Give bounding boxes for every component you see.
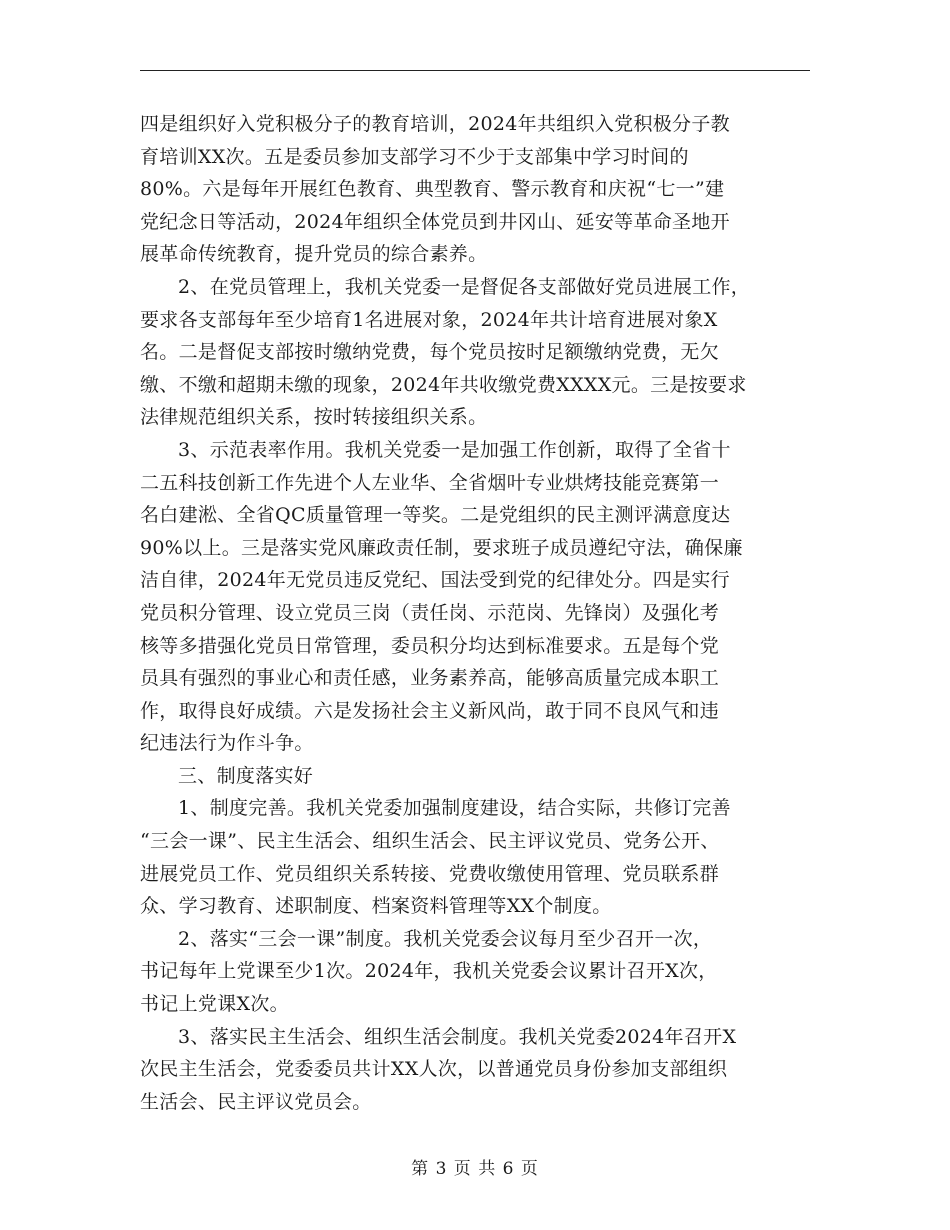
paragraph-party-activist-training: 四是组织好入党积极分子的教育培训，2024年共组织入党积极分子教 育培训XX次。五是委员参加支部学习不少于支部集中学习时间的 80%。六是每年开展红色教育、典型教育、警示教育和庆祝“七一”建 党纪念日等活动，2024年组织全体党员到井冈山、延安等革命圣地开 展革命传统教育，提升党员的综合素养。	[140, 113, 730, 266]
paragraph-three-meetings-one-lesson: 2、落实“三会一课”制度。我机关党委会议每月至少召开一次， 书记每年上党课至少1次。2024年，我机关党委会议累计召开X次， 书记上党课X次。	[140, 927, 718, 1016]
page-number-footer: 第 3 页 共 6 页	[411, 1159, 539, 1179]
section-heading-system-implementation: 三、制度落实好	[178, 764, 314, 787]
paragraph-member-management: 2、在党员管理上，我机关党委一是督促各支部做好党员进展工作， 要求各支部每年至少培育1名进展对象，2024年共计培育进展对象X 名。二是督促支部按时缴纳党费，每个党员按时足额缴纳党费，无欠 缴、不缴和超期未缴的现象，2024年共收缴党费XXXX元。三是按要求 法律规范组织关系，按时转接组织关系。	[140, 275, 751, 429]
document-body	[140, 108, 810, 1118]
header-divider	[140, 70, 810, 71]
paragraph-exemplary-role: 3、示范表率作用。我机关党委一是加强工作创新，取得了全省十 二五科技创新工作先进个人左业华、全省烟叶专业烘烤技能竞赛第一 名白建淞、全省QC质量管理一等奖。二是党组织的民主测评满意度达 90%以上。三是落实党风廉政责任制，要求班子成员遵纪守法，确保廉 洁自律，2024年无党员违反党纪、国法受到党的纪律处分。四是实行 党员积分管理、设立党员三岗（责任岗、示范岗、先锋岗）及强化考 核等多措强化党员日常管理，委员积分均达到标准要求。五是每个党 员具有强烈的事业心和责任感，业务素养高，能够高质量完成本职工 作，取得良好成绩。六是发扬社会主义新风尚，敢于同不良风气和违 纪违法行为作斗争。	[140, 438, 743, 755]
paragraph-democratic-life-meetings: 3、落实民主生活会、组织生活会制度。我机关党委2024年召开X 次民主生活会，党委委员共计XX人次，以普通党员身份参加支部组织 生活会、民主评议党员会。	[140, 1025, 737, 1113]
paragraph-system-improvement: 1、制度完善。我机关党委加强制度建设，结合实际，共修订完善 “三会一课”、民主生活会、组织生活会、民主评议党员、党务公开、 进展党员工作、党员组织关系转接、党费收缴使用管理、党员联系群 众、学习教育、述职制度、档案资料管理等XX个制度。	[140, 797, 731, 918]
